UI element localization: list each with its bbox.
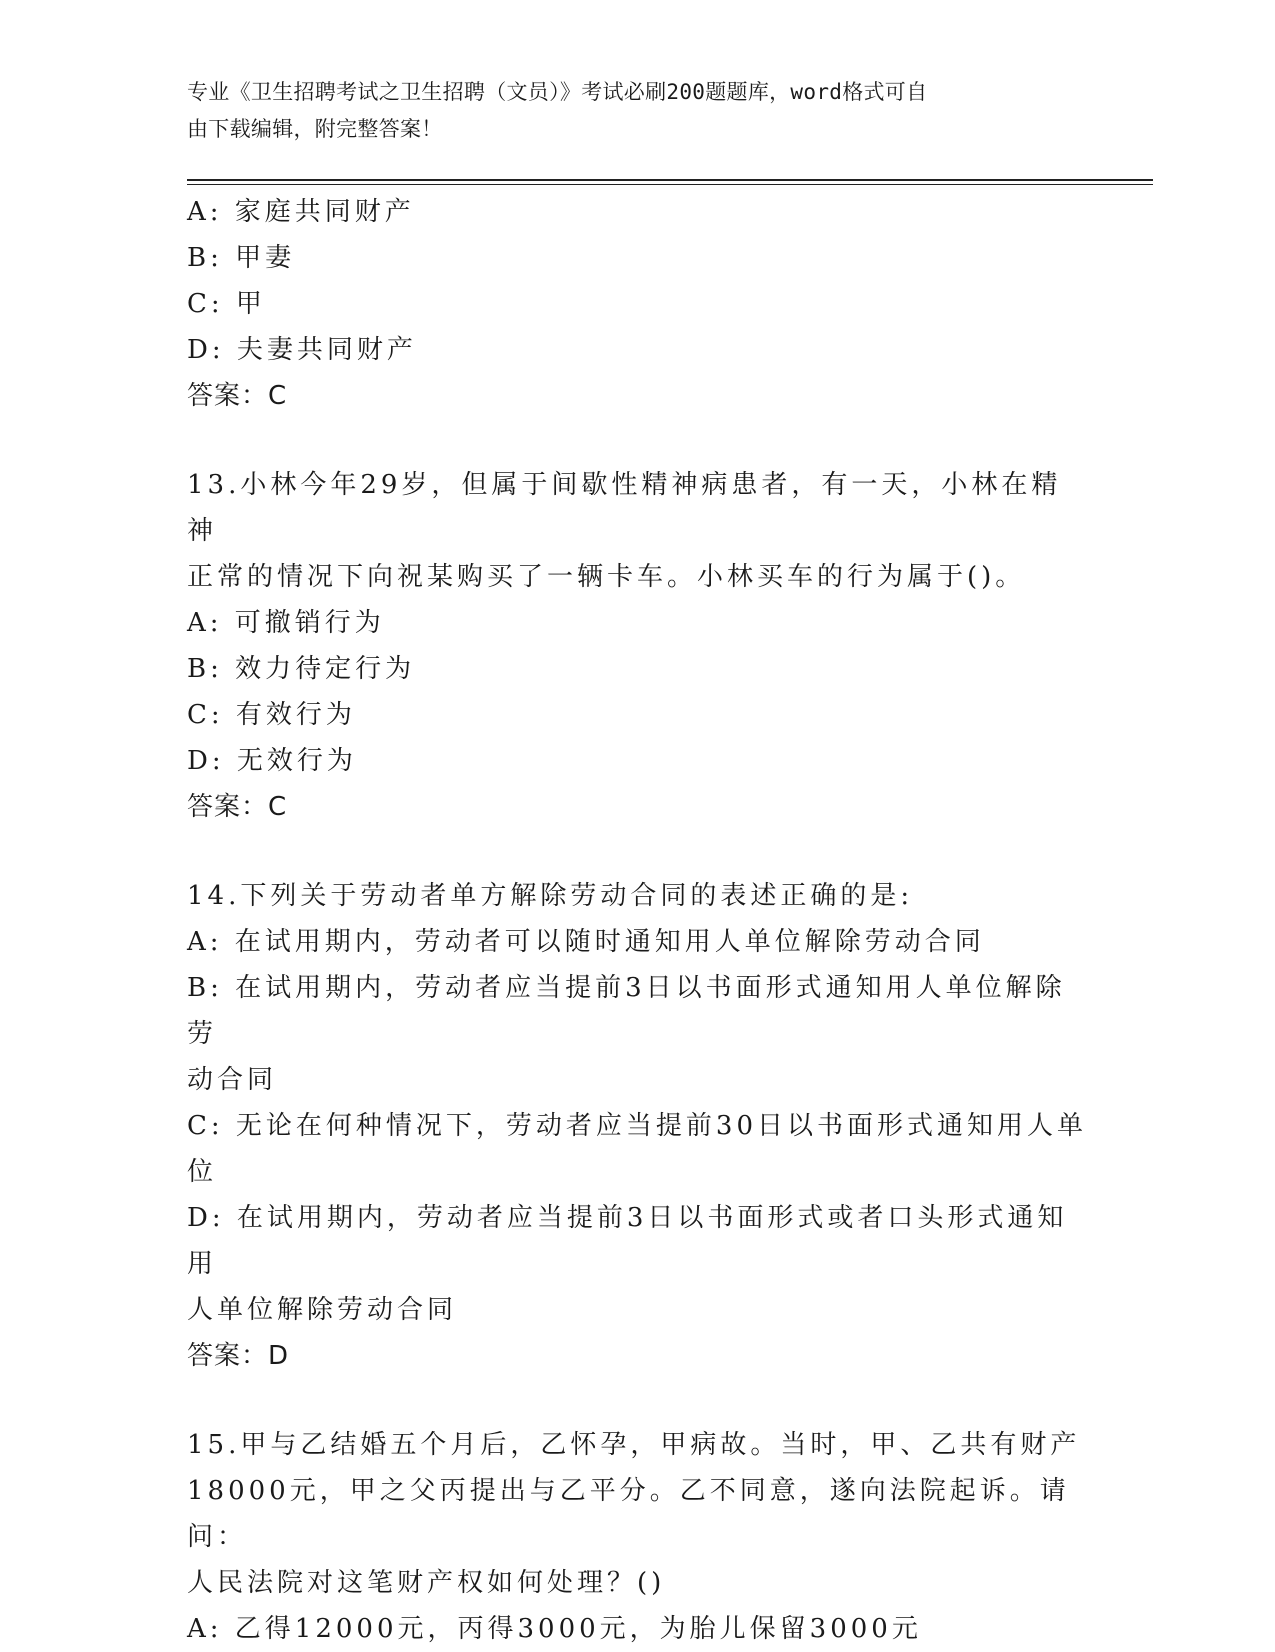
- header-line-2: 由下载编辑，附完整答案！: [187, 117, 443, 141]
- option-d: D: 夫妻共同财产: [187, 335, 417, 365]
- option-d: D: 无效行为: [187, 746, 357, 776]
- option-b: B: 在试用期内，劳动者应当提前3日以书面形式通知用人单位解除劳: [187, 973, 1066, 1049]
- question-block-13: [187, 462, 1087, 830]
- option-c: C: 无论在何种情况下，劳动者应当提前30日以书面形式通知用人单: [187, 1111, 1088, 1141]
- question-text-line: 正常的情况下向祝某购买了一辆卡车。小林买车的行为属于()。: [187, 562, 1026, 592]
- option-c-continued: 位: [187, 1157, 218, 1187]
- header-rule-thick: [187, 179, 1153, 181]
- question-block-15: [187, 1422, 1087, 1652]
- answer-line: 答案：C: [187, 792, 288, 822]
- option-c: C: 甲: [187, 289, 266, 319]
- option-b-continued: 动合同: [187, 1065, 278, 1095]
- option-b: B: 效力待定行为: [187, 654, 416, 684]
- answer-line: 答案：C: [187, 381, 288, 411]
- question-block-12: [187, 189, 1087, 419]
- document-header: [187, 74, 1067, 148]
- header-rule-thin: [187, 184, 1153, 185]
- question-text-line: 15.甲与乙结婚五个月后，乙怀孕，甲病故。当时，甲、乙共有财产: [187, 1430, 1081, 1460]
- question-text-line: 18000元，甲之父丙提出与乙平分。乙不同意，遂向法院起诉。请问：: [187, 1476, 1070, 1552]
- option-b: B: 甲妻: [187, 243, 296, 273]
- option-a: A: 在试用期内，劳动者可以随时通知用人单位解除劳动合同: [187, 927, 985, 957]
- option-c: C: 有效行为: [187, 700, 356, 730]
- option-d: D: 在试用期内，劳动者应当提前3日以书面形式或者口头形式通知用: [187, 1203, 1068, 1279]
- option-a: A: 可撤销行为: [187, 608, 385, 638]
- option-a: A: 家庭共同财产: [187, 197, 415, 227]
- document-body: [187, 189, 1087, 1652]
- answer-line: 答案：D: [187, 1341, 290, 1371]
- question-text-line: 14.下列关于劳动者单方解除劳动合同的表述正确的是:: [187, 881, 914, 911]
- question-block-14: [187, 873, 1087, 1379]
- question-text-line: 13.小林今年29岁，但属于间歇性精神病患者，有一天，小林在精神: [187, 470, 1062, 546]
- option-a: A: 乙得12000元，丙得3000元，为胎儿保留3000元: [187, 1614, 922, 1644]
- question-text-line: 人民法院对这笔财产权如何处理？(): [187, 1568, 666, 1598]
- option-d-continued: 人单位解除劳动合同: [187, 1295, 458, 1325]
- header-line-1: 专业《卫生招聘考试之卫生招聘（文员）》考试必刷200题题库，word格式可自: [187, 80, 928, 104]
